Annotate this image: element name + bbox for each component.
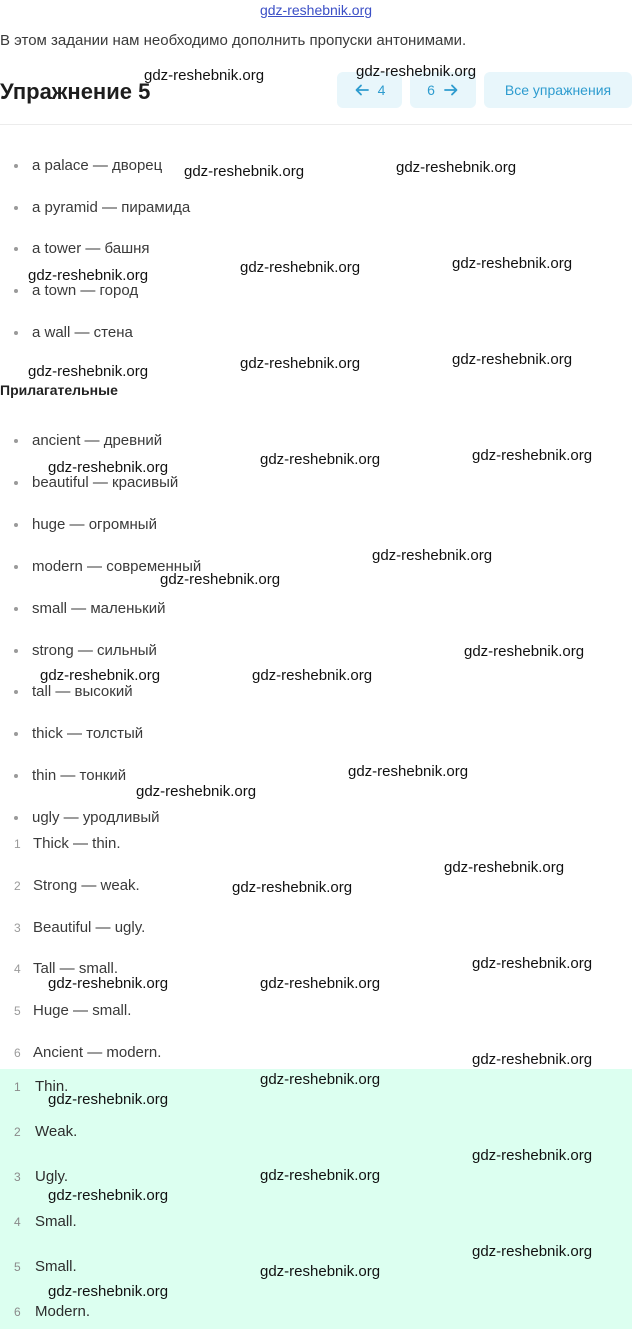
list-item: thick — толстый bbox=[14, 725, 143, 742]
watermark: gdz-reshebnik.org bbox=[232, 879, 353, 896]
list-item: ugly — уродливый bbox=[14, 809, 160, 826]
watermark: gdz-reshebnik.org bbox=[260, 1071, 381, 1088]
bullet-icon bbox=[14, 690, 18, 694]
watermark: gdz-reshebnik.org bbox=[160, 571, 281, 588]
watermark: gdz-reshebnik.org bbox=[28, 363, 149, 380]
bullet-icon bbox=[14, 523, 18, 527]
list-item: tall — высокий bbox=[14, 683, 133, 700]
bullet-icon bbox=[14, 481, 18, 485]
list-item: small — маленький bbox=[14, 600, 166, 617]
watermark: gdz-reshebnik.org bbox=[396, 159, 517, 176]
watermark: gdz-reshebnik.org bbox=[356, 63, 477, 80]
bullet-icon bbox=[14, 732, 18, 736]
list-item: thin — тонкий bbox=[14, 767, 126, 784]
bullet-icon bbox=[14, 607, 18, 611]
watermark: gdz-reshebnik.org bbox=[464, 643, 585, 660]
list-item: strong — сильный bbox=[14, 642, 157, 659]
list-item: 6 Ancient — modern. bbox=[14, 1044, 162, 1061]
bullet-icon bbox=[14, 565, 18, 569]
next-exercise-label: 6 bbox=[427, 82, 435, 98]
watermark: gdz-reshebnik.org bbox=[240, 355, 361, 372]
watermark: gdz-reshebnik.org bbox=[472, 1243, 593, 1260]
prev-exercise-label: 4 bbox=[377, 82, 386, 98]
list-item: modern — современный bbox=[14, 558, 201, 575]
watermark: gdz-reshebnik.org bbox=[472, 1051, 593, 1068]
answer-item: 6 Modern. bbox=[14, 1303, 91, 1320]
arrow-left-icon bbox=[354, 82, 370, 98]
list-item: a town — город bbox=[14, 282, 138, 299]
watermark: gdz-reshebnik.org bbox=[48, 459, 169, 476]
watermark: gdz-reshebnik.org bbox=[48, 1187, 169, 1204]
watermark: gdz-reshebnik.org bbox=[260, 451, 381, 468]
watermark: gdz-reshebnik.org bbox=[452, 255, 573, 272]
site-link[interactable]: gdz-reshebnik.org bbox=[259, 2, 373, 18]
list-item: a palace — дворец bbox=[14, 157, 162, 174]
watermark: gdz-reshebnik.org bbox=[240, 259, 361, 276]
watermark: gdz-reshebnik.org bbox=[184, 163, 305, 180]
list-item: a pyramid — пирамида bbox=[14, 199, 190, 216]
watermark: gdz-reshebnik.org bbox=[260, 1263, 381, 1280]
watermark: gdz-reshebnik.org bbox=[48, 975, 169, 992]
answer-item: 3 Ugly. bbox=[14, 1168, 69, 1185]
page-title: Упражнение 5 bbox=[0, 79, 151, 104]
bullet-icon bbox=[14, 289, 18, 293]
answer-item: 2 Weak. bbox=[14, 1123, 78, 1140]
watermark: gdz-reshebnik.org bbox=[144, 67, 265, 84]
list-item: 1 Thick — thin. bbox=[14, 835, 121, 852]
list-item: beautiful — красивый bbox=[14, 474, 178, 491]
list-item: 2 Strong — weak. bbox=[14, 877, 140, 894]
watermark: gdz-reshebnik.org bbox=[48, 1283, 169, 1300]
answer-item: 5 Small. bbox=[14, 1258, 77, 1275]
bullet-icon bbox=[14, 247, 18, 251]
intro-text: В этом задании нам необходимо дополнить пропуски антонимами. bbox=[0, 32, 467, 49]
watermark: gdz-reshebnik.org bbox=[252, 667, 373, 684]
watermark: gdz-reshebnik.org bbox=[48, 1091, 169, 1108]
header-divider bbox=[0, 124, 632, 125]
all-exercises-button[interactable] bbox=[484, 72, 632, 108]
answer-item: 1 Thin. bbox=[14, 1078, 69, 1095]
list-item: ancient — древний bbox=[14, 432, 162, 449]
watermark: gdz-reshebnik.org bbox=[444, 859, 565, 876]
arrow-right-icon bbox=[443, 82, 459, 98]
list-item: 5 Huge — small. bbox=[14, 1002, 132, 1019]
list-item: 4 Tall — small. bbox=[14, 960, 119, 977]
bullet-icon bbox=[14, 331, 18, 335]
bullet-icon bbox=[14, 816, 18, 820]
section-title-adjectives: Прилагательные bbox=[0, 382, 118, 398]
answer-item: 4 Small. bbox=[14, 1213, 77, 1230]
bullet-icon bbox=[14, 164, 18, 168]
watermark: gdz-reshebnik.org bbox=[28, 267, 149, 284]
bullet-icon bbox=[14, 649, 18, 653]
list-item: 3 Beautiful — ugly. bbox=[14, 919, 146, 936]
watermark: gdz-reshebnik.org bbox=[260, 975, 381, 992]
watermark: gdz-reshebnik.org bbox=[372, 547, 493, 564]
all-exercises-label: Все упражнения bbox=[504, 82, 612, 98]
list-item: a wall — стена bbox=[14, 324, 133, 341]
watermark: gdz-reshebnik.org bbox=[260, 1167, 381, 1184]
watermark: gdz-reshebnik.org bbox=[472, 447, 593, 464]
watermark: gdz-reshebnik.org bbox=[472, 1147, 593, 1164]
bullet-icon bbox=[14, 206, 18, 210]
bullet-icon bbox=[14, 774, 18, 778]
list-item: huge — огромный bbox=[14, 516, 157, 533]
watermark: gdz-reshebnik.org bbox=[40, 667, 161, 684]
watermark: gdz-reshebnik.org bbox=[136, 783, 257, 800]
watermark: gdz-reshebnik.org bbox=[452, 351, 573, 368]
watermark: gdz-reshebnik.org bbox=[472, 955, 593, 972]
bullet-icon bbox=[14, 439, 18, 443]
list-item: a tower — башня bbox=[14, 240, 150, 257]
watermark: gdz-reshebnik.org bbox=[348, 763, 469, 780]
